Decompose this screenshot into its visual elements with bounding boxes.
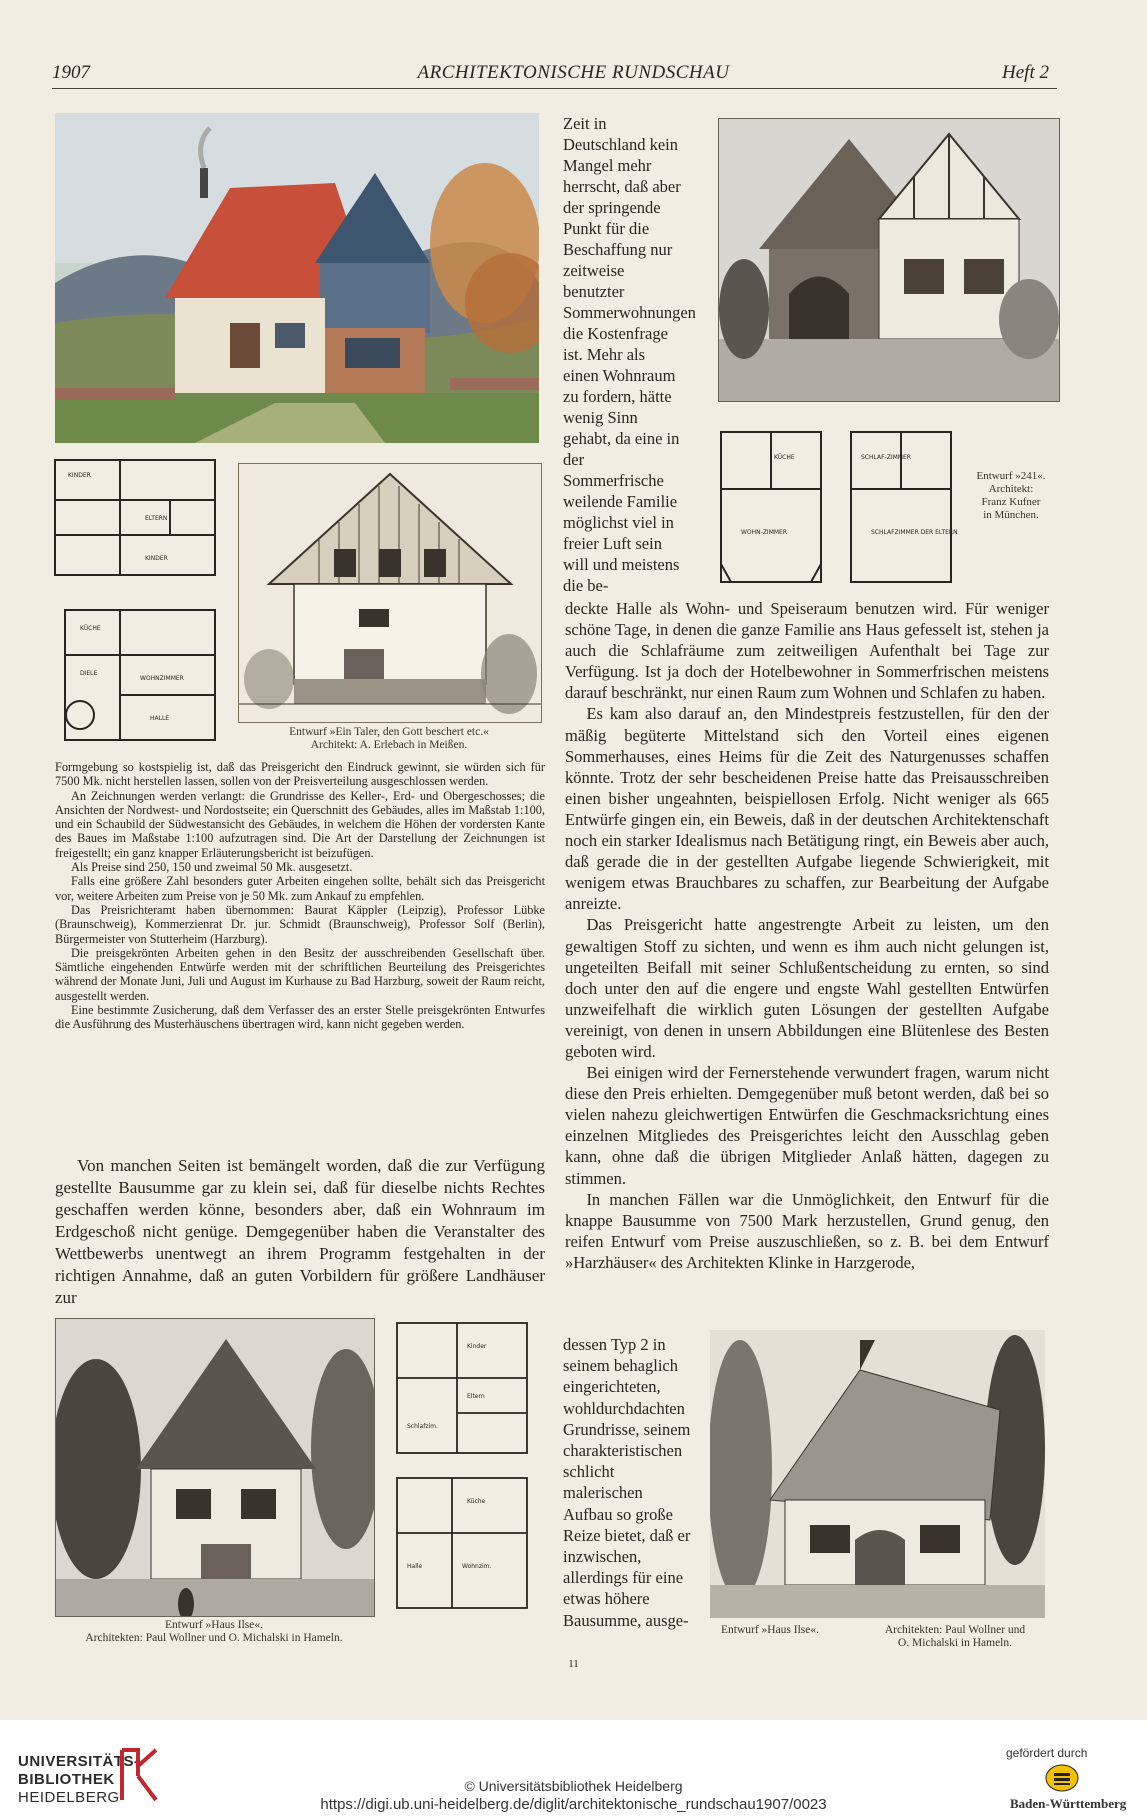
plan-label: WOHN-ZIMMER [741, 529, 788, 536]
plan-label: HALLE [150, 715, 170, 722]
footer-bar [0, 1720, 1147, 1817]
paragraph: Als Preise sind 250, 150 und zweimal 50 Mk. ausgesetzt. [70, 860, 353, 875]
paragraph: Bei einigen wird der Fernerstehende verwundert fragen, warum nicht diese den Preis erhielten. Demgegenüber muß betont werden, daß bei so vielen nahezu gleichwertigen Entwürfen die Geschmacksrichtung eines einzelnen Mitgliedes des Preisgerichtes leicht den Ausschlag geben kann, ohne daß die übrigen Mitglieder Anlaß hätten, dagegen zu stimmen. [565, 1063, 1049, 1188]
plan-label: KÜCHE [80, 625, 101, 632]
paragraph: In manchen Fällen war die Unmöglichkeit, den Entwurf für die knappe Bausumme von 7500 Mark herzustellen, Grund genug, den reifen Entwurf vom Preise auszuschließen, so z. B. bei dem Entwurf »Harzhäuser« des Architekten Klinke in Harzgerode, [565, 1189, 1049, 1272]
plan-label: DIELE [80, 670, 98, 677]
paragraph: Eine bestimmte Zusicherung, daß dem Verfasser des an erster Stelle preisgekrönten Entwurfes die Ausführung des Musterhäuschens übertragen wird, kann nicht gegeben werden. [55, 1003, 545, 1032]
caption-haus-ilse-right-a: Entwurf »Haus Ilse«. [720, 1624, 820, 1636]
plan-label: KÜCHE [774, 454, 795, 461]
header-year: 1907 [52, 62, 90, 83]
narrow-text-column-1 [563, 113, 696, 596]
paragraph: Zeit in Deutschland kein Mangel mehr herrscht, daß aber der springende Punkt für die Beschaffung nur zeitweise benutzter Sommerwohnungen die Kostenfrage ist. Mehr als einen Wohnraum zu fordern, hätte wenig Sinn gehabt, da eine in der Sommerfrische weilende Familie möglichst viel in freier Luft sein will und meistens die be- [563, 114, 696, 595]
page-number: 11 [568, 1658, 579, 1670]
plan-label: Küche [467, 1498, 486, 1505]
plan-label: SCHLAF-ZIMMER [861, 454, 911, 461]
narrow-text-column-2 [563, 1334, 695, 1631]
haus-ilse-perspective [55, 1318, 375, 1617]
caption-line: O. Michalski in Hameln. [897, 1637, 1013, 1649]
paragraph: Von manchen Seiten ist bemängelt worden, daß die zur Verfügung gestellte Bausumme gar zu klein sei, daß für dieselbe nichts Rechtes geschaffen werden könne, besonders aber, daß ein Wohnraum im Erdgeschoß nicht genüge. Demgegenüber haben die Veranstalter des Wettbewerbs unentwegt an ihrem Programm festgehalten in der richtigen Annahme, daß an guten Vorbildern für größere Landhäuser zur [55, 1156, 545, 1307]
plan-label: Wohnzim. [462, 1563, 492, 1570]
caption-line: Architekt: [988, 483, 1034, 495]
caption-kufner [966, 470, 1056, 522]
paragraph: Es kam also darauf an, den Mindestpreis festzustellen, für den der mäßig begüterte Mittelstand sich den Vorteil eines eigenen Sommerhauses, eines Heims für die Zeit des Naturgenusses schaffen könnte. Trotz der sehr bescheidenen Preise hatte das Preisausschreiben einen bisher ungeahnten, beispiellosen Erfolg. Nicht weniger als 665 Entwürfe gingen ein, ein Beweis, daß in der deutschen Architektenschaft noch ein starker Idealismus nach Betätigung ringt, ein Beweis aber auch, daß gerade die in der gestellten Aufgabe liegende Schwierigkeit, mit wenigem etwas Brauchbares zu schaffen, zur Bearbeitung der Aufgabe anreizte. [565, 704, 1049, 914]
color-house-illustration [55, 113, 539, 443]
erlebach-elevation-drawing [238, 463, 542, 723]
plan-label: KINDER [68, 472, 91, 479]
caption-line: Architekt: A. Erlebach in Meißen. [310, 739, 468, 751]
haus-ilse-right-perspective [710, 1330, 1045, 1618]
paragraph: dessen Typ 2 in seinem behaglich eingerichteten, wohldurchdachten Grundrisse, seinem charakteristischen schlicht malerischen Aufbau so große Reize bietet, daß er inzwischen, allerdings für eine etwas höhere Bausumme, ausge- [563, 1335, 691, 1630]
caption-erlebach [238, 726, 540, 752]
plan-label: Eltern [467, 1393, 485, 1400]
caption-line: Architekten: Paul Wollner und [884, 1624, 1026, 1636]
plan-label: SCHLAFZIMMER DER ELTERN [871, 529, 958, 536]
kufner-perspective-drawing [718, 118, 1060, 402]
plan-label: ELTERN [145, 515, 168, 522]
haus-ilse-floor-plans [382, 1318, 542, 1613]
paragraph: Formgebung so kostspielig ist, daß das Preisgericht den Eindruck gewinnt, sie würden sich für 7500 Mk. nicht herstellen lassen, sollen von der Preisverteilung ausgeschlossen werden. [55, 760, 545, 789]
library-line: HEIDELBERG [18, 1789, 120, 1806]
caption-haus-ilse-left [55, 1619, 373, 1645]
paragraph: Das Preisrichteramt haben übernommen: Baurat Käppler (Leipzig), Professor Lübke (Braunschweig), Kommerzienrat Dr. jur. Schmidt (Braunschweig), Professor Solf (Berlin), Bürgermeister von Stutterheim (Harzburg). [55, 902, 545, 946]
paragraph: Die preisgekrönten Arbeiten gehen in den Besitz der ausschreibenden Gesellschaft über. Sämtliche eingehenden Entwürfe werden mit der schriftlichen Beurteilung des Preisgerichtes während der Monate Juni, Juli und August im Kurhause zu Bad Harzburg, soweit der Raum reicht, ausgestellt werden. [55, 945, 545, 1003]
caption-line: Architekten: Paul Wollner und O. Michalski in Hameln. [85, 1632, 343, 1644]
caption-line: Entwurf »Ein Taler, den Gott beschert etc.« [289, 726, 489, 738]
header-issue: Heft 2 [1002, 62, 1049, 83]
source-url-link[interactable]: https://digi.ub.uni-heidelberg.de/diglit/architektonische_rundschau1907/0023 [320, 1796, 827, 1813]
plan-label: Kinder [467, 1343, 487, 1350]
caption-haus-ilse-right-b [860, 1624, 1050, 1650]
plan-label: KINDER [145, 555, 168, 562]
plan-label: WOHNZIMMER [140, 675, 184, 682]
right-text-column [565, 598, 1049, 1273]
paragraph: deckte Halle als Wohn- und Speiseraum benutzen wird. Für weniger schöne Tage, in denen die ganze Familie ans Haus gefesselt ist, stehen ja auch die Schlafräume zum zeitweiligen Aufenthalt bei Tage zur Verfügung. Ist ja doch der Hotelbewohner in Sommerfrischen meistens darauf beschränkt, nur einen Raum zum Wohnen und Schlafen zu haben. [565, 599, 1049, 703]
state-coat-of-arms-icon [1045, 1764, 1079, 1792]
left-small-text [55, 760, 545, 1032]
paragraph: An Zeichnungen werden verlangt: die Grundrisse des Keller-, Erd- und Obergeschosses; die Ansichten der Nordwest- und Nordostseite; ein Querschnitt des Gebäudes, alles im Maßstab 1:100, und ein Schaubild der Südwestansicht des Gebäudes, in welchem die Höhen der vordersten Kante des Baues im Maßstabe 1:100 aufzutragen sind. Die Art der Darstellung der Zeichnungen ist freigestellt; ein ganz knapper Erläuterungsbericht ist beizufügen. [55, 788, 545, 860]
left-main-text [55, 1155, 545, 1309]
header-title: ARCHITEKTONISCHE RUNDSCHAU [417, 62, 730, 83]
library-line: UNIVERSITÄTS- [18, 1753, 140, 1770]
caption-line: Entwurf »241«. [976, 470, 1046, 482]
kufner-floor-plans [711, 414, 966, 586]
erlebach-floor-plans [50, 455, 230, 745]
copyright-text: © Universitätsbibliothek Heidelberg [464, 1778, 683, 1794]
caption-line: Franz Kufner [981, 496, 1041, 508]
library-line: BIBLIOTHEK [18, 1771, 115, 1788]
header-rule [52, 88, 1057, 89]
caption-line: in München. [983, 509, 1039, 521]
plan-label: Schlafzim. [407, 1423, 438, 1430]
funded-by-text: gefördert durch [1006, 1746, 1088, 1760]
paragraph: Das Preisgericht hatte angestrengte Arbeit zu leisten, um den gewaltigen Stoff zu sichten, und wenn es ihm auch nicht gelungen ist, ungeteilten Beifall mit seiner Schlußentscheidung zu ernten, so sind doch unter den auf die engere und engste Wahl gestellten Entwürfen unzweifelhaft die wirklich guten Lösungen der gestellten Aufgabe vereinigt, von denen in unsern Abbildungen eine Blütenlese des Besten geboten wird. [565, 915, 1049, 1061]
paragraph: Falls eine größere Zahl besonders guter Arbeiten eingehen sollte, behält sich das Preisgericht vor, weitere Arbeiten zum Preise von je 50 Mk. zum Ankauf zu empfehlen. [55, 874, 545, 903]
plan-label: Halle [407, 1563, 423, 1570]
state-name: Baden-Württemberg [1010, 1796, 1127, 1811]
caption-line: Entwurf »Haus Ilse«. [164, 1619, 264, 1631]
